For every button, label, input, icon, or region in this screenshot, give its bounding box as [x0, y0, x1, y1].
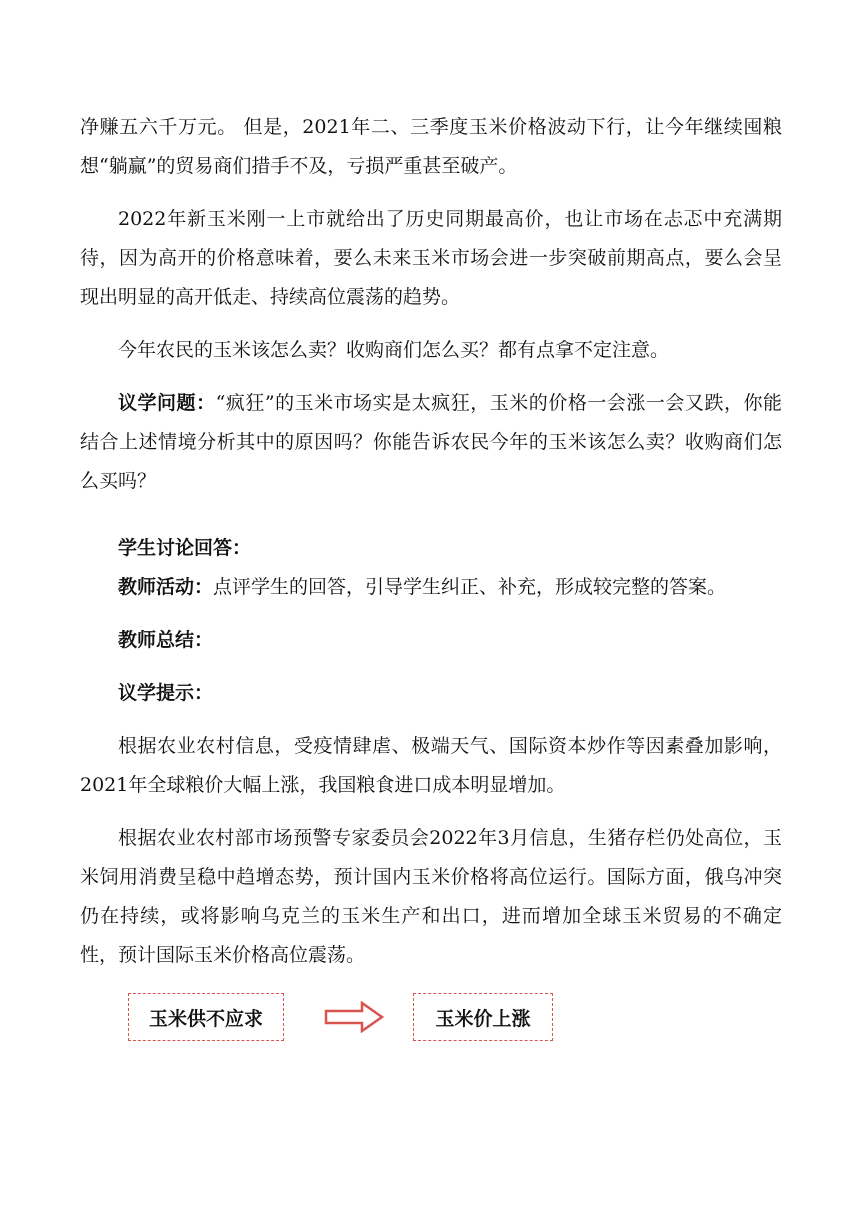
paragraph-discussion-question — [80, 384, 782, 501]
paragraph-student-answer — [80, 529, 782, 568]
paragraph-market-warning: 根据农业农村部市场预警专家委员会2022年3月信息，生猪存栏仍处高位，玉米饲用消费呈稳中趋增态势，预计国内玉米价格将高位运行。国际方面，俄乌冲突仍在持续，或将影响乌克兰的玉米生产和出口，进而增加全球玉米贸易的不确定性，预计国际玉米价格高位震荡。 — [80, 827, 782, 966]
paragraph-agri-info: 根据农业农村信息，受疫情肆虐、极端天气、国际资本炒作等因素叠加影响，2021年全球粮价大幅上涨，我国粮食进口成本明显增加。 — [80, 735, 782, 796]
document-body — [80, 108, 782, 975]
paragraph-hint — [80, 674, 782, 713]
paragraph-intro: 净赚五六千万元。 但是，2021年二、三季度玉米价格波动下行，让今年继续囤粮想“躺赢”的贸易商们措手不及，亏损严重甚至破产。 — [80, 116, 782, 177]
hint-label: 议学提示： — [118, 682, 214, 704]
student-answer-label: 学生讨论回答： — [118, 537, 252, 559]
teacher-activity-text: 点评学生的回答，引导学生纠正、补充，形成较完整的答案。 — [213, 576, 727, 598]
teacher-activity-label: 教师活动： — [118, 576, 214, 598]
discussion-question-text: “疯狂”的玉米市场实是太疯狂，玉米的价格一会涨一会又跌，你能结合上述情境分析其中的原因吗？你能告诉农民今年的玉米该怎么卖？收购商们怎么买吗？ — [80, 392, 782, 492]
flow-box-price-rise: 玉米价上涨 — [413, 993, 553, 1041]
right-arrow-icon — [324, 1001, 384, 1033]
supply-price-flow-diagram — [128, 993, 558, 1045]
teacher-summary-label: 教师总结： — [118, 629, 214, 651]
discussion-question-label: 议学问题： — [118, 392, 216, 414]
paragraph-teacher-activity — [80, 568, 782, 607]
paragraph-new-corn-price: 2022年新玉米刚一上市就给出了历史同期最高价，也让市场在忐忑中充满期待，因为高开的价格意味着，要么未来玉米市场会进一步突破前期高点，要么会呈现出明显的高开低走、持续高位震荡的趋势。 — [80, 208, 782, 308]
flow-box-supply-shortage: 玉米供不应求 — [128, 993, 284, 1041]
paragraph-teacher-summary — [80, 621, 782, 660]
paragraph-question-farmers: 今年农民的玉米该怎么卖？收购商们怎么买？都有点拿不定注意。 — [118, 339, 670, 361]
